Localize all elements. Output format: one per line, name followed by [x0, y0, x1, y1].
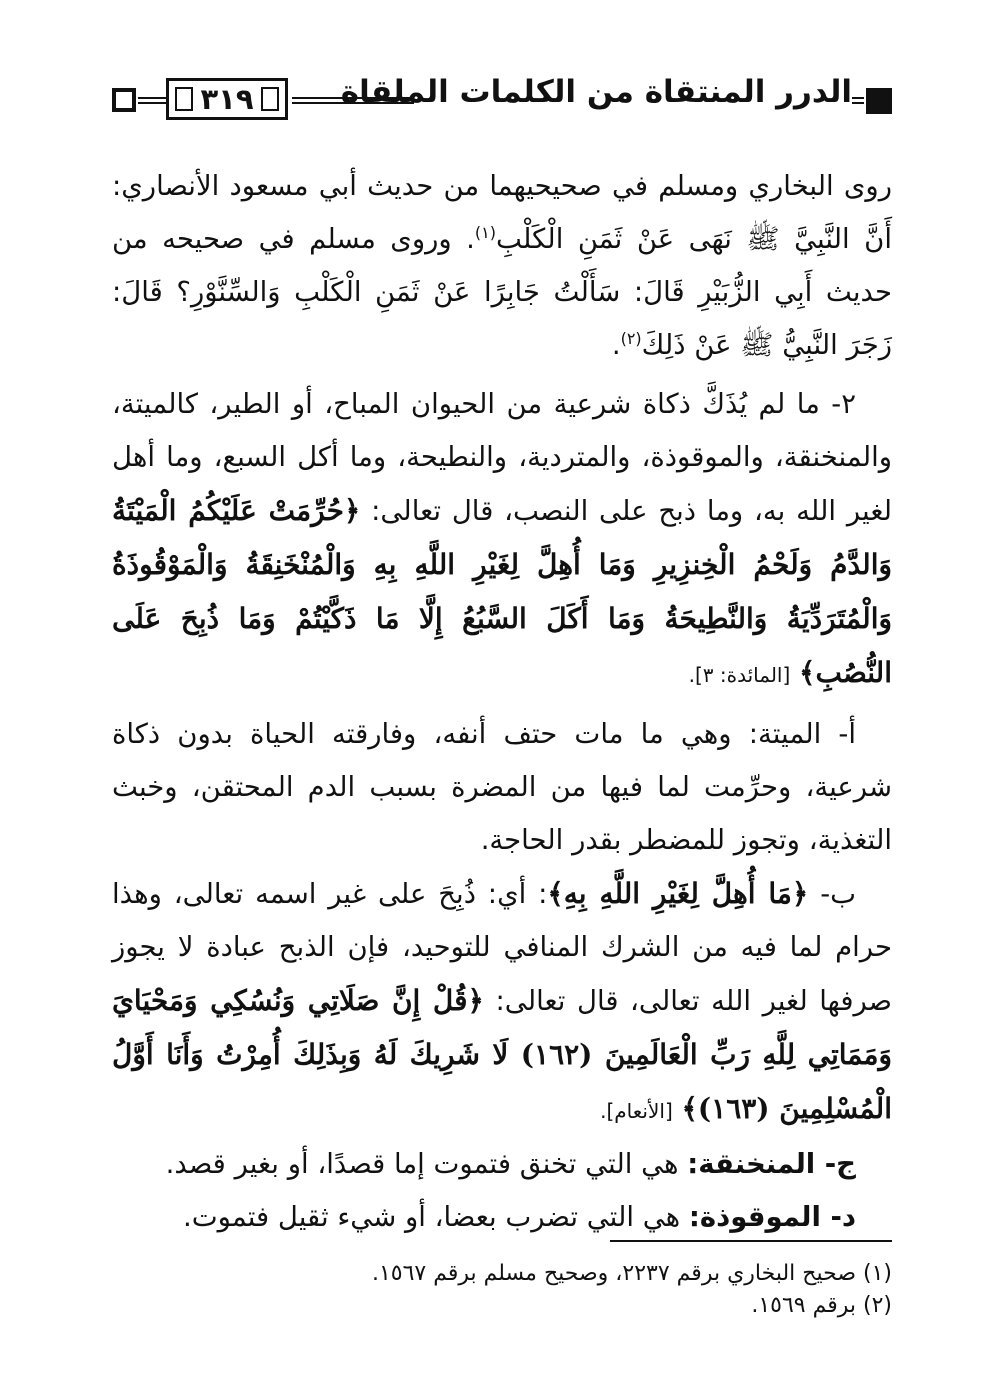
footnote-1: (١) صحيح البخاري برقم ٢٢٣٧، وصحيح مسلم برقم ١٥٦٧. — [371, 1261, 892, 1286]
page-number-frame — [166, 78, 288, 120]
page-header — [112, 70, 892, 140]
header-rule — [292, 97, 414, 104]
footnote-2: (٢) برقم ١٥٦٩. — [751, 1293, 892, 1318]
header-rule — [852, 97, 864, 104]
footnotes — [112, 1258, 892, 1322]
page-number: ٣١٩ — [200, 82, 254, 116]
verse-citation: [الأنعام]. — [600, 1099, 673, 1123]
header-square-ornament — [866, 88, 892, 114]
footnote-ref-2: (٢) — [620, 328, 642, 348]
main-text — [112, 160, 892, 1244]
paragraph-unslaughtered: ٢- ما لم يُذَكَّ ذكاة شرعية من الحيوان المباح، أو الطير، كالميتة، والمنخنقة، والموقوذة، والمتردية، والنطيحة، وما أكل السبع، وما أهل لغير الله به، وما ذبح على النصب، قال تعالى: ﴿حُرِّمَتْ عَلَيْكُمُ الْمَيْتَةُ وَالدَّمُ وَلَحْمُ الْخِنزِيرِ وَمَا أُهِلَّ لِغَيْرِ اللَّهِ بِهِ وَالْمُنْخَنِقَةُ وَالْمَوْقُوذَةُ وَالْمُتَرَدِّيَةُ وَالنَّطِيحَةُ وَمَا أَكَلَ السَّبُعُ إِلَّا مَا ذَكَّيْتُمْ وَمَا ذُبِحَ عَلَى النُّصُبِ﴾ [المائدة: ٣]. — [112, 388, 892, 689]
quran-verse-maidah: ﴿حُرِّمَتْ عَلَيْكُمُ الْمَيْتَةُ وَالدَّمُ وَلَحْمُ الْخِنزِيرِ وَمَا أُهِلَّ لِغَيْرِ اللَّهِ بِهِ وَالْمُنْخَنِقَةُ وَالْمَوْقُوذَةُ وَالْمُتَرَدِّيَةُ وَالنَّطِيحَةُ وَمَا أَكَلَ السَّبُعُ إِلَّا مَا ذَكَّيْتُمْ وَمَا ذُبِحَ عَلَى النُّصُبِ﴾ — [112, 494, 892, 689]
header-rule — [138, 97, 166, 104]
paragraph-strangled: ج- المنخنقة: هي التي تخنق فتموت إما قصدًا، أو بغير قصد. — [165, 1148, 856, 1180]
book-title: الدرر المنتقاة من الكلمات الملقاة — [340, 74, 852, 110]
quran-verse-quote: ﴿مَا أُهِلَّ لِغَيْرِ اللَّهِ بِهِ﴾ — [547, 877, 809, 910]
paragraph-beaten: د- الموقوذة: هي التي تضرب بعضا، أو شيء ثقيل فتموت. — [183, 1201, 856, 1233]
paragraph-dedicated-other-than-allah: ب- ﴿مَا أُهِلَّ لِغَيْرِ اللَّهِ بِهِ﴾: أي: ذُبِحَ على غير اسمه تعالى، وهذا حرام لما فيه من الشرك المنافي للتوحيد، فإن الذبح عبادة لا يجوز صرفها لغير الله تعالى، قال تعالى: ﴿قُلْ إِنَّ صَلَاتِي وَنُسُكِي وَمَحْيَايَ وَمَمَاتِي لِلَّهِ رَبِّ الْعَالَمِينَ (١٦٢) لَا شَرِيكَ لَهُ وَبِذَلِكَ أُمِرْتُ وَأَنَا أَوَّلُ الْمُسْلِمِينَ (١٦٣)﴾ [الأنعام]. — [112, 877, 893, 1125]
verse-citation: [المائدة: ٣]. — [688, 663, 791, 687]
quran-verse-anam: ﴿قُلْ إِنَّ صَلَاتِي وَنُسُكِي وَمَحْيَايَ وَمَمَاتِي لِلَّهِ رَبِّ الْعَالَمِينَ (١٦٢) لَا شَرِيكَ لَهُ وَبِذَلِكَ أُمِرْتُ وَأَنَا أَوَّلُ الْمُسْلِمِينَ (١٦٣)﴾ — [112, 984, 892, 1125]
paragraph-dog-price: روى البخاري ومسلم في صحيحيهما من حديث أبي مسعود الأنصاري: أَنَّ النَّبِيَّ ﷺ نَهَى عَنْ ثَمَنِ الْكَلْبِ$^{(١)}$. وروى مسلم في صحيحه من حديث أَبِي الزُّبَيْرِ قَالَ: سَأَلْتُ جَابِرًا عَنْ ثَمَنِ الْكَلْبِ وَالسِّنَّوْرِ؟ قَالَ: زَجَرَ النَّبِيُّ ﷺ عَنْ ذَلِكَ$^{(٢)}$. — [112, 170, 893, 361]
header-outline-square-ornament — [112, 88, 136, 112]
paragraph-maitah: أ- الميتة: وهي ما مات حتف أنفه، وفارقته الحياة بدون ذكاة شرعية، وحرِّمت لما فيها من المضرة بسبب الدم المحتقن، وخبث التغذية، وتجوز للمضطر بقدر الحاجة. — [112, 718, 892, 856]
footnote-ref-1: (١) — [474, 222, 497, 242]
footnote-separator — [610, 1240, 892, 1242]
